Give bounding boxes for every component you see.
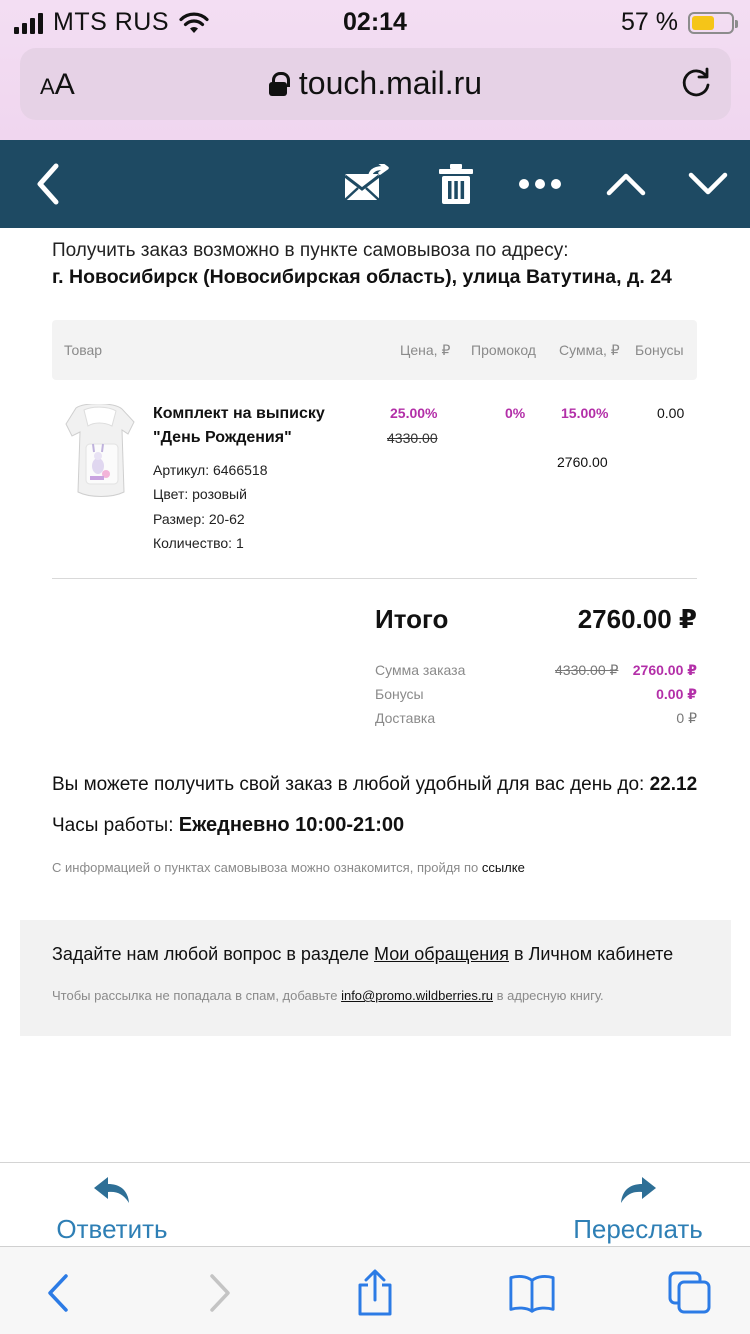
col-header-sum: Сумма, ₽ <box>559 342 620 358</box>
reply-button[interactable] <box>50 1175 174 1245</box>
price-discount: 25.00% <box>390 405 438 421</box>
sum-value: 2760.00 <box>557 454 608 470</box>
more-dots-icon[interactable] <box>516 160 564 208</box>
chevron-up-icon[interactable] <box>602 160 650 208</box>
clock: 02:14 <box>343 8 407 36</box>
status-bar <box>0 0 750 44</box>
battery-icon <box>688 12 734 34</box>
pickup-intro: Получить заказ возможно в пункте самовывоза по адресу: <box>52 240 569 261</box>
text-size-button[interactable]: AA <box>40 68 75 101</box>
delivery-value: 0 ₽ <box>676 710 697 726</box>
lock-icon <box>269 72 287 96</box>
reply-label: Ответить <box>56 1214 168 1244</box>
browser-chrome <box>0 0 750 140</box>
product-image[interactable] <box>62 404 142 499</box>
promo-value: 0% <box>505 405 526 421</box>
product-size: Размер: 20-62 <box>153 511 245 527</box>
address-bar[interactable] <box>20 48 731 120</box>
help-box <box>20 920 731 1036</box>
reply-arrow-icon <box>92 1175 132 1205</box>
chevron-down-icon[interactable] <box>684 160 732 208</box>
bonus-value: 0.00 <box>657 405 685 421</box>
pickup-date: 22.12 <box>649 774 698 795</box>
forward-button[interactable] <box>566 1175 710 1245</box>
bookmarks-icon[interactable] <box>508 1269 556 1317</box>
browser-back-icon[interactable] <box>34 1269 82 1317</box>
browser-forward-icon[interactable] <box>196 1269 244 1317</box>
pickup-info-link[interactable]: ссылке <box>481 860 525 875</box>
back-chevron-icon[interactable] <box>24 160 72 208</box>
col-header-promo: Промокод <box>471 342 536 358</box>
share-icon[interactable] <box>351 1269 399 1317</box>
safari-toolbar <box>0 1246 750 1334</box>
tabs-icon[interactable] <box>666 1269 714 1317</box>
delivery-label: Доставка <box>375 710 436 726</box>
order-sum-new: 2760.00 ₽ <box>632 662 697 678</box>
order-sum-old: 4330.00 ₽ <box>555 662 619 678</box>
col-header-price: Цена, ₽ <box>400 342 451 358</box>
url-text: touch.mail.ru <box>298 65 483 101</box>
battery-fill <box>692 16 714 30</box>
email-link[interactable]: info@promo.wildberries.ru <box>341 988 493 1003</box>
divider <box>52 578 697 579</box>
bonus-label: Бонусы <box>375 686 424 702</box>
product-article: Артикул: 6466518 <box>153 462 268 478</box>
carrier-name: MTS RUS <box>53 8 169 36</box>
move-envelope-icon[interactable] <box>342 160 390 208</box>
spam-note: Чтобы рассылка не попадала в спам, добавьте info@promo.wildberries.ru в адресную книгу. <box>52 988 604 1003</box>
total-label: Итого <box>375 604 449 634</box>
pickup-address: г. Новосибирск (Новосибирская область), улица Ватутина, д. 24 <box>52 266 672 288</box>
forward-arrow-icon <box>618 1175 658 1205</box>
product-name[interactable]: Комплект на выписку "День Рождения" <box>153 405 325 446</box>
pickup-deadline: Вы можете получить свой заказ в любой удобный для вас день до: 22.12 <box>52 774 698 795</box>
pickup-info-note: С информацией о пунктах самовывоза можно ознакомится, пройдя по ссылке <box>52 860 525 875</box>
col-header-product: Товар <box>64 342 103 358</box>
reload-icon[interactable] <box>679 66 713 100</box>
col-header-bonus: Бонусы <box>635 342 684 358</box>
sum-discount: 15.00% <box>561 405 609 421</box>
reply-bar <box>0 1162 750 1246</box>
forward-label: Переслать <box>573 1214 703 1244</box>
hours-value: Ежедневно 10:00-21:00 <box>178 814 405 836</box>
url-field[interactable] <box>20 65 731 102</box>
bonus-total: 0.00 ₽ <box>656 686 697 702</box>
table-header <box>52 320 697 380</box>
working-hours: Часы работы: Ежедневно 10:00-21:00 <box>52 814 405 836</box>
status-right <box>621 8 734 37</box>
price-old: 4330.00 <box>387 430 438 446</box>
product-color: Цвет: розовый <box>153 486 247 502</box>
total-value: 2760.00 ₽ <box>577 604 697 634</box>
battery-percent: 57 % <box>621 8 678 36</box>
product-quantity: Количество: 1 <box>153 535 244 551</box>
trash-icon[interactable] <box>432 160 480 208</box>
my-requests-link[interactable]: Мои обращения <box>374 944 509 964</box>
mail-toolbar <box>0 140 750 228</box>
help-question: Задайте нам любой вопрос в разделе Мои обращения в Личном кабинете <box>52 944 674 964</box>
order-sum-label: Сумма заказа <box>375 662 466 678</box>
